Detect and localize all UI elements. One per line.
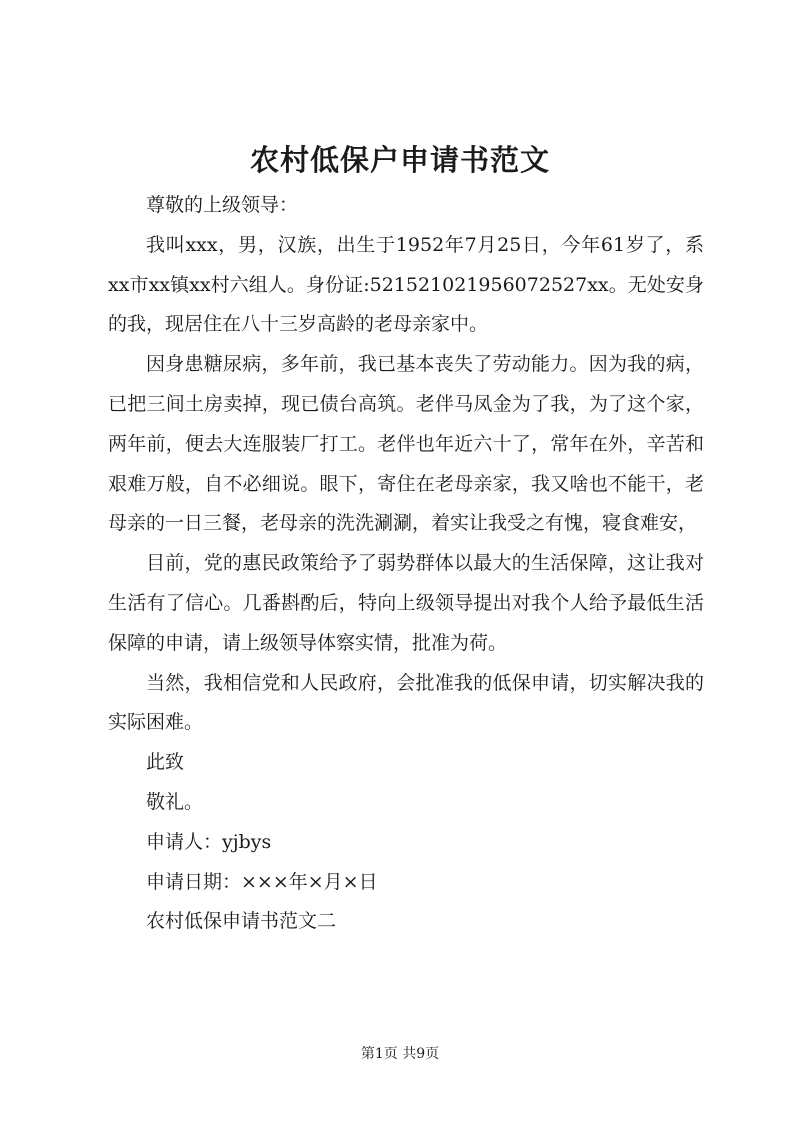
page-title: 农村低保户申请书范文 [249,143,550,177]
closing-line-2: 敬礼。 [146,790,204,813]
next-section-title: 农村低保申请书范文二 [146,910,337,933]
paragraph-identity: 我叫xxx，男，汉族，出生于1952年7月25日，今年61岁了，系xx市xx镇xx村六组人。身份证:521521021956072527xx。无处安身的我，现居住在八十三岁高龄的老母亲家中。 [108,233,704,336]
paragraph-request: 目前，党的惠民政策给予了弱势群体以最大的生活保障，这让我对生活有了信心。几番斟酌后，特向上级领导提出对我个人给予最低生活保障的申请，请上级领导体察实情，批准为荷。 [108,552,704,654]
salutation: 尊敬的上级领导： [146,194,299,216]
paragraph-trust: 当然，我相信党和人民政府，会批准我的低保申请，切实解决我的实际困难。 [108,671,704,734]
date-line: 申请日期：×××年×月×日 [146,870,378,893]
letter-body [108,186,704,942]
page-footer: 第1页 共9页 [360,1046,440,1062]
closing-line-1: 此致 [146,751,185,774]
paragraph-hardship: 因身患糖尿病，多年前，我已基本丧失了劳动能力。因为我的病，已把三间土房卖掉，现已债台高筑。老伴马凤金为了我，为了这个家，两年前，便去大连服装厂打工。老伴也年近六十了，常年在外，辛苦和艰难万般，自不必细说。眼下，寄住在老母亲家，我又啥也不能干，老母亲的一日三餐，老母亲的洗洗涮涮，着实让我受之有愧，寝食难安， [108,353,704,535]
applicant-line: 申请人：yjbys [146,830,272,853]
